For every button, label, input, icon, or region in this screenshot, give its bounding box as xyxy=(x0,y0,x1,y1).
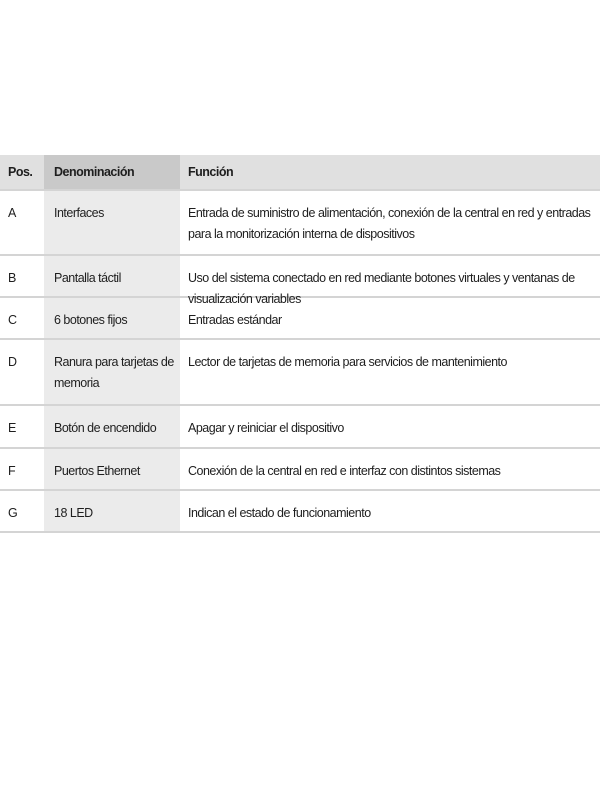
header-denominacion: Denominación xyxy=(44,155,180,189)
row-pos: A xyxy=(8,206,16,220)
row-pos: G xyxy=(8,506,18,520)
header-funcion: Función xyxy=(180,155,600,189)
row-denominacion: Puertos Ethernet xyxy=(44,449,180,489)
row-funcion: Conexión de la central en red e interfaz con distintos sistemas xyxy=(188,464,501,478)
row-denominacion: 18 LED xyxy=(44,491,180,531)
row-funcion: Entrada de suministro de alimentación, conexión de la central en red y entradas para la monitorización interna de dispositivos xyxy=(188,206,591,241)
spec-table xyxy=(0,155,600,533)
row-pos: E xyxy=(8,421,16,435)
table-row xyxy=(0,191,600,256)
row-pos: C xyxy=(8,313,17,327)
row-denominacion: 6 botones fijos xyxy=(44,298,180,338)
table-row xyxy=(0,340,600,406)
row-denominacion: Botón de encendido xyxy=(44,406,180,447)
row-denominacion: Pantalla táctil xyxy=(44,256,180,296)
row-pos: D xyxy=(8,355,17,369)
table-row xyxy=(0,256,600,306)
row-denominacion: Ranura para tarjetas de memoria xyxy=(44,340,180,404)
row-funcion: Apagar y reiniciar el dispositivo xyxy=(188,421,344,435)
table-header-row xyxy=(0,155,600,191)
header-pos: Pos. xyxy=(0,155,44,189)
row-funcion: Lector de tarjetas de memoria para servicios de mantenimiento xyxy=(188,355,507,369)
row-funcion: Indican el estado de funcionamiento xyxy=(188,506,371,520)
row-funcion: Entradas estándar xyxy=(188,313,282,327)
row-pos: B xyxy=(8,271,16,285)
row-denominacion: Interfaces xyxy=(44,191,180,254)
table-row xyxy=(0,406,600,449)
row-pos: F xyxy=(8,464,16,478)
table-row xyxy=(0,491,600,533)
table-row xyxy=(0,449,600,491)
row-funcion: Uso del sistema conectado en red mediante botones virtuales y ventanas de visualización variables xyxy=(188,271,575,306)
table-row xyxy=(0,298,600,340)
